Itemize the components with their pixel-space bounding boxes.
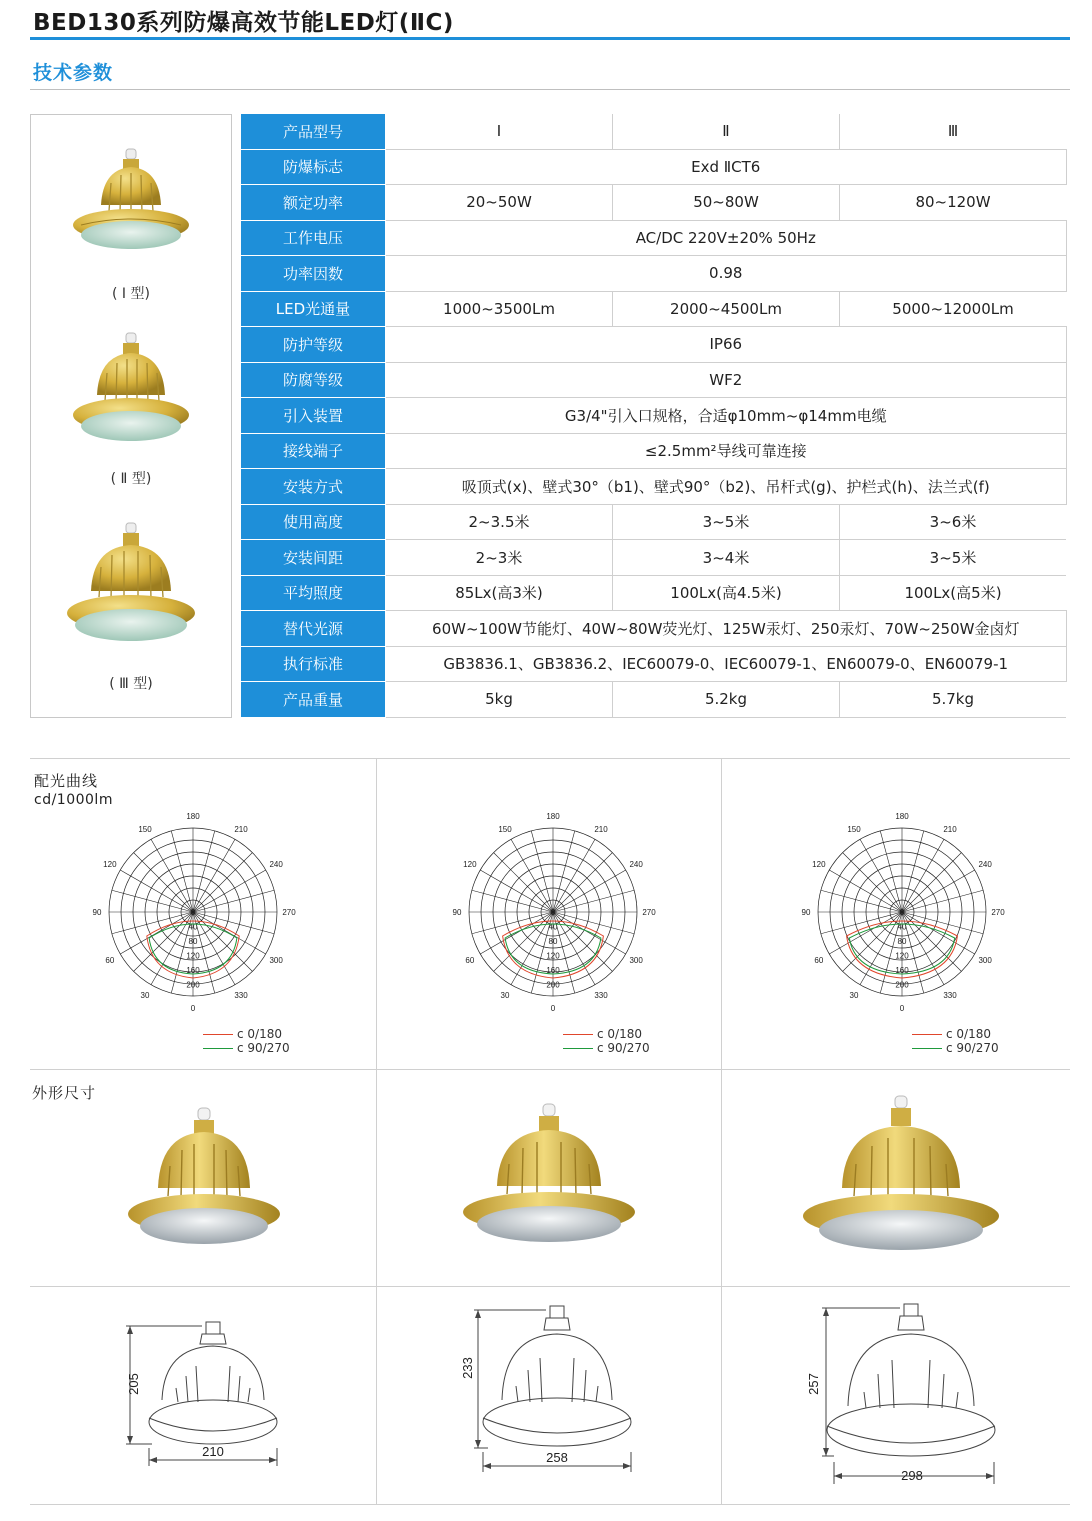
grid-divider-top <box>30 758 1070 759</box>
spec-row <box>241 682 1066 718</box>
polar-angle-label: 240 <box>629 860 643 869</box>
spec-row <box>241 291 1066 327</box>
polar-angle-label: 90 <box>452 908 462 917</box>
section-rule <box>30 89 1070 90</box>
polar-angle-label: 150 <box>498 824 512 834</box>
polar-angle-label: 180 <box>186 812 200 821</box>
polar-angle-label: 150 <box>138 824 152 834</box>
polar-angle-label: 270 <box>991 908 1005 917</box>
polar-radial-label: 0 <box>550 908 556 917</box>
height-label-1: 205 <box>126 1373 141 1395</box>
polar-radial-label: 200 <box>546 980 560 990</box>
dimension-drawing-type-1 <box>122 1318 282 1474</box>
spec-row <box>241 540 1066 576</box>
spec-value-all-types: GB3836.1、GB3836.2、IEC60079-0、IEC60079-1、EN60079-0、EN60079-1 <box>386 646 1067 682</box>
spec-row-label: 防护等级 <box>241 327 386 363</box>
legend-line-c0 <box>203 1034 233 1035</box>
spec-value-type-3: Ⅲ <box>840 114 1067 149</box>
spec-value-type-3: 100Lx(高5米) <box>840 575 1067 611</box>
lamp-type-1-image <box>71 143 191 265</box>
polar-legend-2 <box>563 1027 650 1055</box>
spec-row-label: LED光通量 <box>241 291 386 327</box>
polar-radial-label: 80 <box>188 937 198 946</box>
spec-row <box>241 327 1066 363</box>
polar-angle-label: 90 <box>92 908 102 917</box>
polar-angle-label: 300 <box>629 956 643 965</box>
polar-angle-label: 0 <box>899 1004 905 1013</box>
spec-row-label: 防腐等级 <box>241 362 386 398</box>
polar-radial-label: 0 <box>190 908 196 917</box>
polar-angle-label: 60 <box>814 956 824 965</box>
dimension-drawing-type-2 <box>458 1302 644 1480</box>
polar-chart-type-3 <box>792 808 1012 1018</box>
product-photo-type-1 <box>124 1104 284 1254</box>
spec-value-type-3: 3~5米 <box>840 540 1067 576</box>
polar-radial-label: 160 <box>895 966 909 975</box>
polar-radial-label: 120 <box>186 951 200 961</box>
width-label-2: 258 <box>546 1450 568 1465</box>
legend-line-c0 <box>563 1034 593 1035</box>
legend-c90-label: c 90/270 <box>237 1041 290 1055</box>
spec-value-all-types: 吸顶式(x)、壁式30°（b1)、壁式90°（b2)、吊杆式(g)、护栏式(h)、法兰式(f) <box>386 469 1067 505</box>
polar-angle-label: 270 <box>282 908 296 917</box>
width-label-3: 298 <box>901 1468 923 1483</box>
spec-value-type-1: 20~50W <box>386 185 613 221</box>
grid-divider-col1 <box>376 758 377 1504</box>
spec-value-all-types: WF2 <box>386 362 1067 398</box>
spec-value-type-3: 80~120W <box>840 185 1067 221</box>
spec-row <box>241 646 1066 682</box>
spec-value-type-1: 2~3米 <box>386 540 613 576</box>
spec-row-label: 产品型号 <box>241 114 386 149</box>
spec-value-type-2: 2000~4500Lm <box>613 291 840 327</box>
height-label-2: 233 <box>460 1357 475 1379</box>
spec-row-label: 安装方式 <box>241 469 386 505</box>
spec-value-type-2: 100Lx(高4.5米) <box>613 575 840 611</box>
polar-angle-label: 120 <box>103 860 117 869</box>
polar-angle-label: 180 <box>895 812 909 821</box>
polar-radial-label: 200 <box>895 980 909 990</box>
light-distribution-unit: cd/1000lm <box>34 792 113 808</box>
polar-angle-label: 210 <box>594 824 608 834</box>
polar-angle-label: 270 <box>642 908 656 917</box>
spec-row <box>241 504 1066 540</box>
polar-angle-label: 300 <box>978 956 992 965</box>
polar-angle-label: 30 <box>500 991 510 1001</box>
spec-row <box>241 575 1066 611</box>
legend-line-c0 <box>912 1034 942 1035</box>
polar-radial-label: 40 <box>897 922 907 932</box>
polar-radial-label: 200 <box>186 980 200 990</box>
spec-value-type-1: 5kg <box>386 682 613 718</box>
spec-value-type-1: Ⅰ <box>386 114 613 149</box>
legend-c90-label: c 90/270 <box>946 1041 999 1055</box>
grid-divider-bottom <box>30 1504 1070 1505</box>
polar-angle-label: 330 <box>234 991 248 1001</box>
polar-legend-3 <box>912 1027 999 1055</box>
spec-value-type-1: 85Lx(高3米) <box>386 575 613 611</box>
dimension-drawing-type-3 <box>804 1300 1016 1490</box>
spec-row-label: 产品重量 <box>241 682 386 718</box>
legend-c0-label: c 0/180 <box>597 1027 642 1041</box>
width-label-1: 210 <box>202 1444 224 1459</box>
polar-radial-label: 160 <box>186 966 200 975</box>
legend-line-c90 <box>203 1048 233 1049</box>
spec-row-label: 工作电压 <box>241 220 386 256</box>
product-photo-type-2 <box>459 1102 639 1252</box>
grid-divider-col2 <box>721 758 722 1504</box>
spec-value-type-3: 5.7kg <box>840 682 1067 718</box>
spec-row-label: 使用高度 <box>241 504 386 540</box>
polar-radial-label: 40 <box>188 922 198 932</box>
polar-angle-label: 90 <box>801 908 811 917</box>
spec-value-type-3: 3~6米 <box>840 504 1067 540</box>
lamp-type-3-caption: ( Ⅲ 型) <box>109 676 153 692</box>
polar-angle-label: 240 <box>269 860 283 869</box>
page-title: BED130系列防爆高效节能LED灯(ⅡC) <box>33 10 454 36</box>
polar-angle-label: 240 <box>978 860 992 869</box>
spec-row-label: 防爆标志 <box>241 149 386 185</box>
spec-row <box>241 185 1066 221</box>
section-title: 技术参数 <box>33 62 114 84</box>
spec-value-type-2: 3~5米 <box>613 504 840 540</box>
polar-chart-type-2 <box>443 808 663 1018</box>
polar-angle-label: 210 <box>234 824 248 834</box>
polar-angle-label: 330 <box>594 991 608 1001</box>
spec-value-all-types: IP66 <box>386 327 1067 363</box>
spec-value-type-3: 5000~12000Lm <box>840 291 1067 327</box>
lamp-type-1-caption: ( Ⅰ 型) <box>112 286 150 302</box>
spec-value-all-types: 60W~100W节能灯、40W~80W荧光灯、125W汞灯、250汞灯、70W~250W金卤灯 <box>386 611 1067 647</box>
spec-row <box>241 433 1066 469</box>
spec-row-label: 平均照度 <box>241 575 386 611</box>
spec-row-label: 执行标准 <box>241 646 386 682</box>
polar-angle-label: 0 <box>190 1004 196 1013</box>
spec-value-type-2: Ⅱ <box>613 114 840 149</box>
spec-table <box>241 114 1067 718</box>
lamp-type-2-caption: ( Ⅱ 型) <box>110 471 152 487</box>
outline-label: 外形尺寸 <box>32 1084 97 1102</box>
grid-divider-mid <box>30 1069 1070 1070</box>
polar-angle-label: 150 <box>847 824 861 834</box>
spec-row <box>241 362 1066 398</box>
polar-angle-label: 330 <box>943 991 957 1001</box>
spec-row-label: 安装间距 <box>241 540 386 576</box>
spec-row-label: 替代光源 <box>241 611 386 647</box>
spec-value-all-types: 0.98 <box>386 256 1067 292</box>
polar-chart-type-1 <box>83 808 303 1018</box>
polar-radial-label: 40 <box>548 922 558 932</box>
spec-row-label: 功率因数 <box>241 256 386 292</box>
legend-c0-label: c 0/180 <box>946 1027 991 1041</box>
legend-c90-label: c 90/270 <box>597 1041 650 1055</box>
polar-radial-label: 160 <box>546 966 560 975</box>
spec-row <box>241 220 1066 256</box>
polar-angle-label: 120 <box>463 860 477 869</box>
polar-angle-label: 0 <box>550 1004 556 1013</box>
spec-value-all-types: ≤2.5mm²导线可靠连接 <box>386 433 1067 469</box>
spec-row <box>241 611 1066 647</box>
polar-radial-label: 80 <box>548 937 558 946</box>
spec-value-type-2: 5.2kg <box>613 682 840 718</box>
polar-radial-label: 120 <box>895 951 909 961</box>
polar-angle-label: 30 <box>849 991 859 1001</box>
polar-angle-label: 300 <box>269 956 283 965</box>
polar-angle-label: 120 <box>812 860 826 869</box>
title-rule <box>30 37 1070 40</box>
height-label-3: 257 <box>806 1373 821 1395</box>
polar-angle-label: 180 <box>546 812 560 821</box>
spec-value-type-1: 1000~3500Lm <box>386 291 613 327</box>
spec-row <box>241 256 1066 292</box>
legend-line-c90 <box>912 1048 942 1049</box>
spec-value-type-2: 50~80W <box>613 185 840 221</box>
polar-radial-label: 120 <box>546 951 560 961</box>
legend-line-c90 <box>563 1048 593 1049</box>
spec-row <box>241 149 1066 185</box>
polar-angle-label: 30 <box>140 991 150 1001</box>
polar-angle-label: 60 <box>105 956 115 965</box>
polar-legend-1 <box>203 1027 290 1055</box>
spec-row-label: 接线端子 <box>241 433 386 469</box>
spec-value-all-types: AC/DC 220V±20% 50Hz <box>386 220 1067 256</box>
spec-row <box>241 114 1066 149</box>
polar-angle-label: 60 <box>465 956 475 965</box>
legend-c0-label: c 0/180 <box>237 1027 282 1041</box>
grid-divider-low <box>30 1286 1070 1287</box>
lamp-type-3-image <box>65 519 197 655</box>
polar-radial-label: 80 <box>897 937 907 946</box>
spec-row <box>241 469 1066 505</box>
spec-value-type-2: 3~4米 <box>613 540 840 576</box>
spec-row <box>241 398 1066 434</box>
spec-value-all-types: Exd ⅡCT6 <box>386 149 1067 185</box>
polar-angle-label: 210 <box>943 824 957 834</box>
spec-value-type-1: 2~3.5米 <box>386 504 613 540</box>
light-distribution-label: 配光曲线 <box>34 772 99 790</box>
spec-row-label: 额定功率 <box>241 185 386 221</box>
polar-radial-label: 0 <box>899 908 905 917</box>
product-photo-type-3 <box>800 1094 1002 1260</box>
spec-row-label: 引入装置 <box>241 398 386 434</box>
spec-value-all-types: G3/4"引入口规格，合适φ10mm~φ14mm电缆 <box>386 398 1067 434</box>
lamp-type-2-image <box>71 329 191 455</box>
lamp-type-panel <box>30 114 232 718</box>
